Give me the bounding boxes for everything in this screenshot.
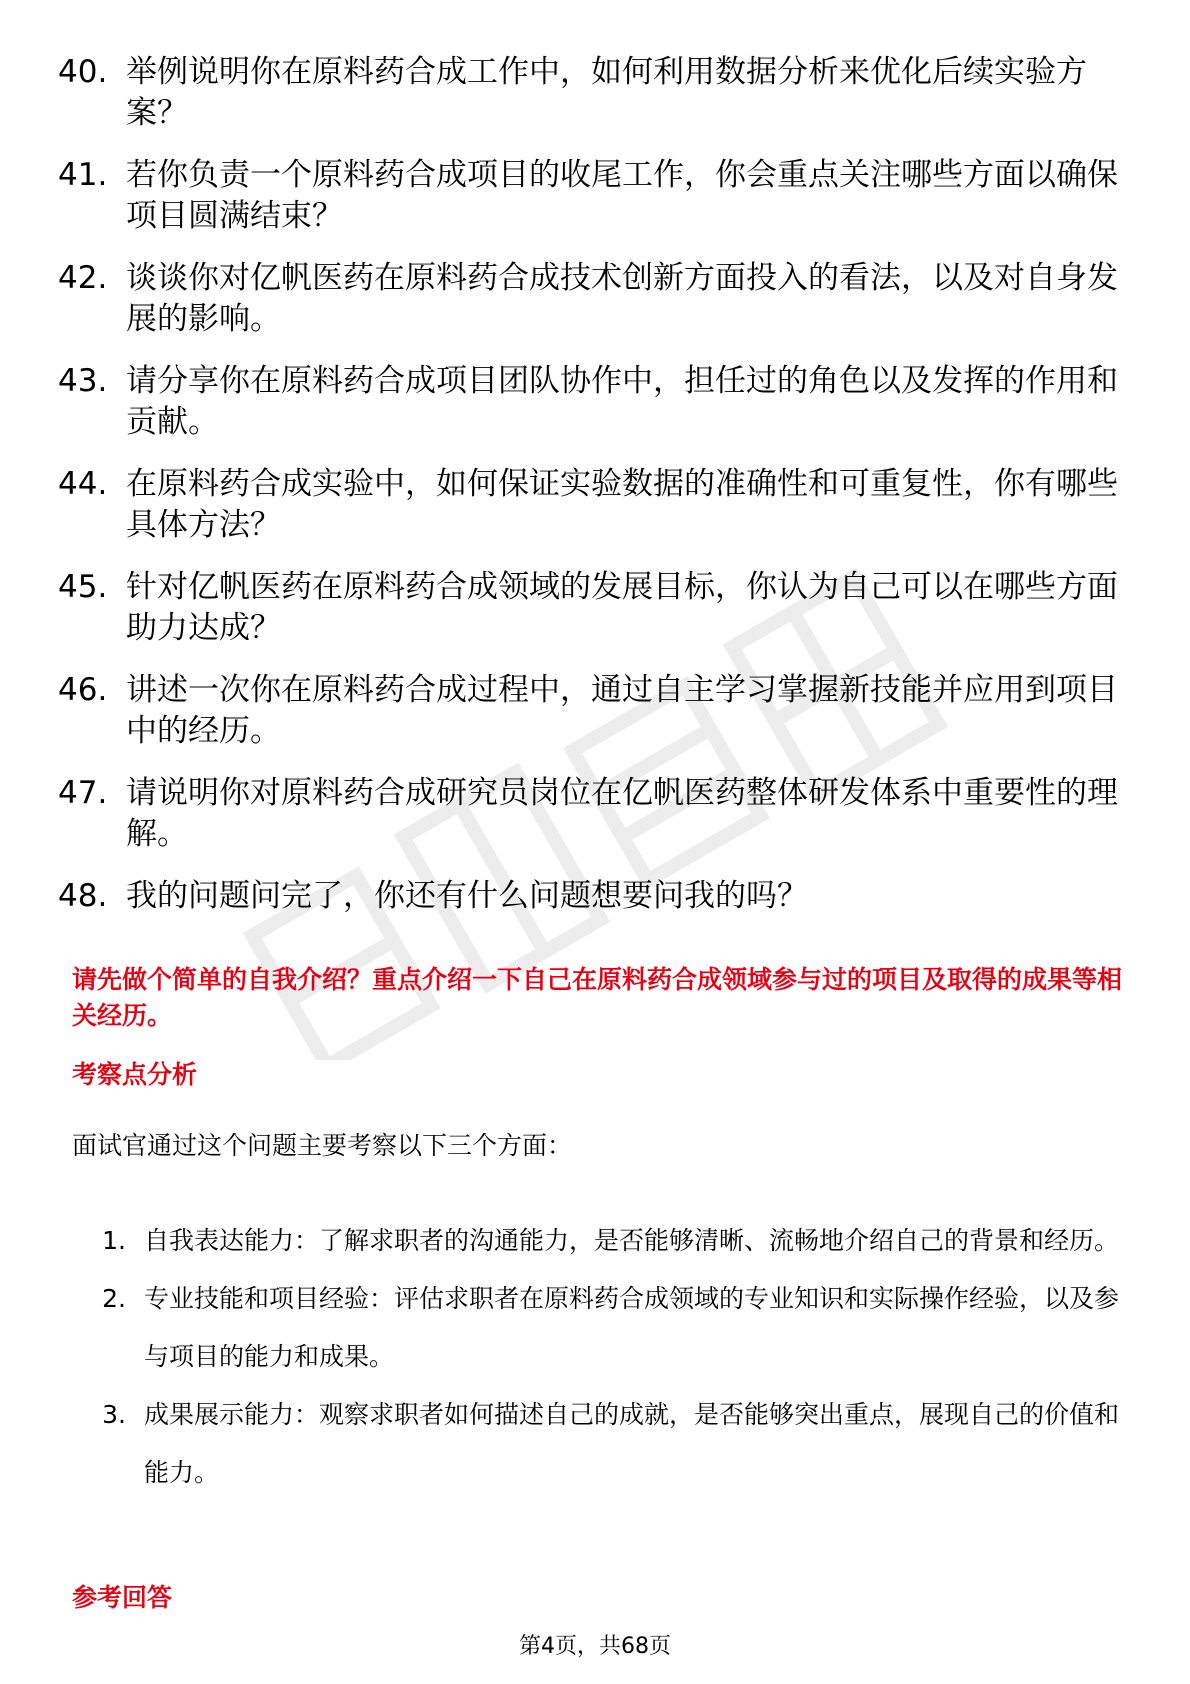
question-text: 若你负责一个原料药合成项目的收尾工作，你会重点关注哪些方面以确保项目圆满结束？: [126, 157, 1118, 234]
question-text: 在原料药合成实验中，如何保证实验数据的准确性和可重复性，你有哪些具体方法？: [126, 466, 1118, 543]
question-number: 45.: [58, 569, 108, 605]
analysis-intro: 面试官通过这个问题主要考察以下三个方面：: [72, 1131, 573, 1160]
point-text: 自我表达能力：了解求职者的沟通能力，是否能够清晰、流畅地介绍自己的背景和经历。: [144, 1226, 1120, 1255]
list-item: [72, 1386, 1132, 1502]
list-item: [58, 567, 1138, 649]
question-number: 47.: [58, 775, 108, 811]
question-number: 48.: [58, 878, 108, 914]
point-number: 3.: [102, 1400, 126, 1429]
question-text: 请分享你在原料药合成项目团队协作中，担任过的角色以及发挥的作用和贡献。: [126, 363, 1118, 440]
point-text: 成果展示能力：观察求职者如何描述自己的成就，是否能够突出重点，展现自己的价值和能力。: [144, 1400, 1120, 1487]
list-item: [58, 670, 1138, 752]
question-text: 谈谈你对亿帆医药在原料药合成技术创新方面投入的看法，以及对自身发展的影响。: [126, 260, 1118, 337]
question-text: 讲述一次你在原料药合成过程中，通过自主学习掌握新技能并应用到项目中的经历。: [126, 672, 1118, 749]
point-number: 2.: [102, 1284, 126, 1313]
list-item: [72, 1212, 1132, 1270]
answer-heading: 参考回答: [72, 1583, 173, 1612]
question-text: 我的问题问完了，你还有什么问题想要问我的吗？: [126, 878, 808, 914]
list-item: [58, 464, 1138, 546]
analysis-points: [72, 1212, 1132, 1502]
question-number: 42.: [58, 260, 108, 296]
question-text: 针对亿帆医药在原料药合成领域的发展目标，你认为自己可以在哪些方面助力达成？: [126, 569, 1118, 646]
question-list: [58, 52, 1138, 938]
question-number: 43.: [58, 363, 108, 399]
list-item: [58, 258, 1138, 340]
point-number: 1.: [102, 1226, 126, 1255]
question-number: 41.: [58, 157, 108, 193]
point-text: 专业技能和项目经验：评估求职者在原料药合成领域的专业知识和实际操作经验，以及参与项目的能力和成果。: [144, 1284, 1120, 1371]
list-item: [58, 876, 1138, 917]
question-text: 请说明你对原料药合成研究员岗位在亿帆医药整体研发体系中重要性的理解。: [126, 775, 1118, 852]
list-item: [58, 52, 1138, 134]
page-number: 第4页，共68页: [519, 1634, 671, 1659]
question-number: 46.: [58, 672, 108, 708]
question-number: 44.: [58, 466, 108, 502]
section-question: 请先做个简单的自我介绍？重点介绍一下自己在原料药合成领域参与过的项目及取得的成果等相关经历。: [72, 965, 1123, 1030]
list-item: [58, 155, 1138, 237]
question-text: 举例说明你在原料药合成工作中，如何利用数据分析来优化后续实验方案？: [126, 54, 1087, 131]
analysis-heading: 考察点分析: [72, 1060, 198, 1089]
list-item: [58, 361, 1138, 443]
list-item: [58, 773, 1138, 855]
list-item: [72, 1270, 1132, 1386]
question-number: 40.: [58, 54, 108, 90]
